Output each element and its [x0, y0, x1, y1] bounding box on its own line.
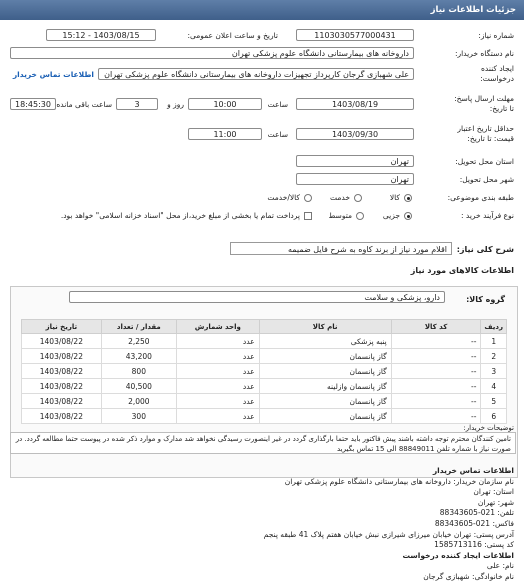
row-qty: 300: [101, 409, 176, 424]
days-label: روز و: [167, 100, 184, 109]
price-validity-label-1: حداقل تاریخ اعتبار: [457, 124, 514, 133]
row-qty: 2,250: [101, 334, 176, 349]
row-code: --: [391, 349, 481, 364]
category-option-service: خدمت: [330, 193, 350, 202]
delivery-city-label: شهر محل تحویل:: [459, 175, 514, 184]
row-date: 1403/08/22: [22, 379, 102, 394]
goods-table-header: [22, 320, 507, 334]
delivery-city-row: [0, 172, 524, 188]
row-qty: 40,500: [101, 379, 176, 394]
remaining-time-field[interactable]: 18:45:30: [10, 98, 56, 110]
contact-line: نام خانوادگی: شهبازی گرجان: [423, 571, 514, 581]
description-label: شرح کلی نیاز:: [456, 245, 514, 254]
remaining-time-label: ساعت باقی مانده: [56, 100, 112, 109]
buyer-label: نام دستگاه خریدار:: [454, 49, 514, 58]
buyer-notes-box: [10, 432, 516, 454]
price-validity-date-field[interactable]: 1403/09/30: [296, 128, 414, 140]
table-row[interactable]: [22, 349, 507, 364]
contact-line: شهر: تهران: [477, 497, 514, 507]
announce-date-label: تاریخ و ساعت اعلان عمومی:: [187, 31, 278, 40]
row-unit: عدد: [176, 364, 259, 379]
category-radio-goods-service[interactable]: [304, 194, 312, 202]
row-code: --: [391, 379, 481, 394]
row-index: 1: [481, 334, 507, 349]
row-code: --: [391, 364, 481, 379]
contact-line: اطلاعات ایجاد کننده درخواست: [402, 550, 514, 560]
row-qty: 2,000: [101, 394, 176, 409]
col-name: نام کالا: [259, 320, 391, 334]
response-date-field[interactable]: 1403/08/19: [296, 98, 414, 110]
purchase-type-label: نوع فرآیند خرید :: [460, 211, 514, 220]
row-code: --: [391, 409, 481, 424]
category-row: [0, 190, 524, 206]
row-name: گاز پانسمان: [259, 394, 391, 409]
row-date: 1403/08/22: [22, 364, 102, 379]
row-date: 1403/08/22: [22, 394, 102, 409]
row-name: گاز پانسمان وازلینه: [259, 379, 391, 394]
need-number-label: شماره نیاز:: [478, 31, 514, 40]
description-field[interactable]: اقلام مورد نیاز از برند کاوه به شرح فایل ضمیمه: [230, 242, 452, 255]
buyer-field[interactable]: داروخانه های بیمارستانی دانشگاه علوم پزشکی تهران: [10, 47, 414, 59]
buyer-contact-link[interactable]: اطلاعات تماس خریدار: [12, 70, 94, 79]
row-qty: 800: [101, 364, 176, 379]
col-unit: واحد شمارش: [176, 320, 259, 334]
col-code: کد کالا: [391, 320, 481, 334]
table-row[interactable]: [22, 364, 507, 379]
contact-line: فاکس: 021-88343605: [434, 518, 514, 528]
category-radio-service[interactable]: [354, 194, 362, 202]
contact-line: تلفن: 021-88343605: [439, 508, 514, 518]
description-row: [0, 242, 524, 258]
goods-group-field[interactable]: دارو، پزشکی و سلامت: [69, 291, 445, 303]
requester-label-1: ایجاد کننده: [481, 64, 514, 73]
response-time-field[interactable]: 10:00: [188, 98, 262, 110]
price-validity-time-field[interactable]: 11:00: [188, 128, 262, 140]
page-header: [0, 0, 524, 20]
row-unit: عدد: [176, 409, 259, 424]
row-qty: 43,200: [101, 349, 176, 364]
price-validity-time-label: ساعت: [267, 130, 288, 139]
row-index: 4: [481, 379, 507, 394]
response-deadline-label-1: مهلت ارسال پاسخ:: [454, 94, 514, 103]
goods-table: [21, 319, 507, 424]
need-number-field[interactable]: 1103030577000431: [296, 29, 414, 41]
buyer-notes-text: تامین کنندگان محترم توجه داشته باشند پیش فاکتور باید حتما بارگذاری گردد در غیر اینصورت رسیدگی نخواهد شد مدارک و موارد ذکر شده در پیوست حتما مطالعه گردد. در صورت نیاز با شماره تلفن 88849011 الی 15 تماس بگیرید: [15, 435, 511, 453]
purchase-option-medium: متوسط: [328, 211, 352, 220]
contact-line: آدرس پستی: تهران خیابان میرزای شیرازی نبش خیابان هفتم پلاک 41 طبقه پنجم: [263, 529, 514, 539]
contact-line: نام سازمان خریدار: داروخانه های بیمارستانی دانشگاه علوم پزشکی تهران: [284, 476, 514, 486]
buyer-row: [0, 46, 524, 62]
need-number-row: [0, 28, 524, 44]
delivery-province-field[interactable]: تهران: [296, 155, 414, 167]
row-index: 6: [481, 409, 507, 424]
goods-group-label: گروه کالا:: [466, 295, 505, 304]
category-option-goods: کالا: [389, 193, 400, 202]
col-date: تاریخ نیاز: [22, 320, 102, 334]
category-option-goods-service: کالا/خدمت: [267, 193, 300, 202]
row-name: گاز پانسمان: [259, 349, 391, 364]
row-unit: عدد: [176, 334, 259, 349]
table-row[interactable]: [22, 334, 507, 349]
contact-line: نام: علی: [486, 561, 514, 571]
buyer-notes-label: توضیحات خریدار:: [463, 424, 514, 432]
row-code: --: [391, 394, 481, 409]
row-index: 3: [481, 364, 507, 379]
price-validity-row: [0, 122, 524, 146]
table-row[interactable]: [22, 394, 507, 409]
purchase-radio-medium[interactable]: [356, 212, 364, 220]
table-row[interactable]: [22, 379, 507, 394]
row-code: --: [391, 334, 481, 349]
row-name: گاز پانسمان: [259, 409, 391, 424]
row-name: پنبه پزشکی: [259, 334, 391, 349]
delivery-province-row: [0, 154, 524, 170]
row-date: 1403/08/22: [22, 334, 102, 349]
requester-field[interactable]: علی شهبازی گرجان کارپرداز تجهیزات داروخانه های بیمارستانی دانشگاه علوم پزشکی تهران: [98, 68, 414, 80]
row-name: گاز پانسمان: [259, 364, 391, 379]
delivery-province-label: استان محل تحویل:: [455, 157, 514, 166]
col-qty: مقدار / تعداد: [101, 320, 176, 334]
goods-section-title: اطلاعات کالاهای مورد نیاز: [410, 266, 514, 275]
contact-line: استان: تهران: [473, 487, 514, 497]
goods-table-body: [22, 334, 507, 424]
delivery-city-field[interactable]: تهران: [296, 173, 414, 185]
contact-title: اطلاعات تماس خریدار: [432, 466, 514, 475]
price-validity-label-2: قیمت: تا تاریخ:: [467, 134, 514, 143]
treasury-payment-note: پرداخت تمام یا بخشی از مبلغ خرید،از محل "اسناد خزانه اسلامی" خواهد بود.: [60, 211, 300, 220]
response-time-label: ساعت: [267, 100, 288, 109]
requester-row: [0, 62, 524, 86]
purchase-option-minor: جزیی: [382, 211, 400, 220]
announce-date-field[interactable]: 1403/08/15 - 15:12: [46, 29, 156, 41]
category-radio-goods[interactable]: [404, 194, 412, 202]
table-row[interactable]: [22, 409, 507, 424]
row-index: 2: [481, 349, 507, 364]
treasury-payment-checkbox[interactable]: [304, 212, 312, 220]
category-label: طبقه بندی موضوعی:: [447, 193, 514, 202]
row-unit: عدد: [176, 394, 259, 409]
requester-label-2: درخواست:: [480, 74, 514, 83]
page-title: جزئیات اطلاعات نیاز: [430, 5, 516, 15]
buyer-contact-section: [8, 466, 514, 583]
row-unit: عدد: [176, 349, 259, 364]
contact-line: کد پستی: 1585713116: [434, 540, 514, 550]
row-index: 5: [481, 394, 507, 409]
row-unit: عدد: [176, 379, 259, 394]
response-deadline-row: [0, 92, 524, 116]
row-date: 1403/08/22: [22, 349, 102, 364]
purchase-radio-minor[interactable]: [404, 212, 412, 220]
remaining-days-field[interactable]: 3: [116, 98, 158, 110]
col-index: ردیف: [481, 320, 507, 334]
row-date: 1403/08/22: [22, 409, 102, 424]
purchase-type-row: [0, 208, 524, 224]
response-deadline-label-2: تا تاریخ:: [489, 104, 514, 113]
